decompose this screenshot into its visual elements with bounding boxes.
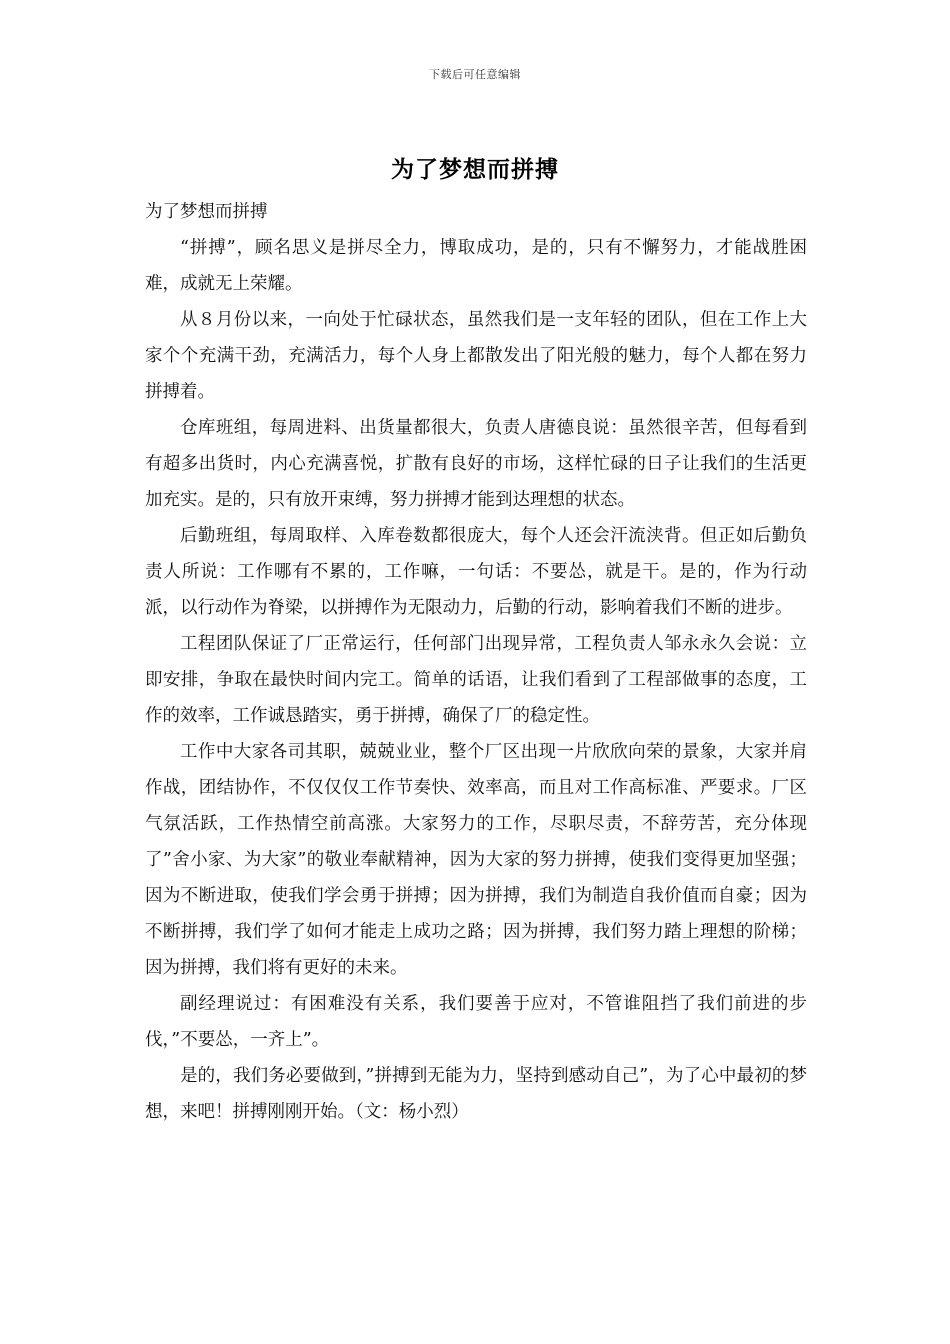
paragraph: 仓库班组，每周进料、出货量都很大，负责人唐德良说：虽然很辛苦，但每看到有超多出货时，内心充满喜悦，扩散有良好的市场，这样忙碌的日子让我们的生活更加充实。是的，只有放开束缚，努力拼搏才能到达理想的状态。 [145,418,807,510]
paragraph: 后勤班组，每周取样、入库卷数都很庞大，每个人还会汗流浃背。但正如后勤负责人所说：工作哪有不累的，工作嘛，一句话：不要怂，就是干。是的，作为行动派，以行动作为脊梁，以拼搏作为无限动力，后勤的行动，影响着我们不断的进步。 [145,526,807,618]
paragraph: “拼搏”，顾名思义是拼尽全力，博取成功，是的，只有不懈努力，才能战胜困难，成就无上荣耀。 [145,238,807,294]
document-body [145,194,807,1130]
paragraph: 副经理说过：有困难没有关系，我们要善于应对，不管谁阻挡了我们前进的步伐，”不要怂，一齐上”。 [145,994,807,1050]
document-title: 为了梦想而拼搏 [391,156,559,183]
paragraph: 是的，我们务必要做到，”拼搏到无能为力，坚持到感动自己”，为了心中最初的梦想，来吧！拼搏刚刚开始。（文：杨小烈） [145,1066,807,1122]
paragraph: 工程团队保证了厂正常运行，任何部门出现异常，工程负责人邹永永久会说：立即安排，争取在最快时间内完工。简单的话语，让我们看到了工程部做事的态度，工作的效率，工作诚恳踏实，勇于拼搏，确保了厂的稳定性。 [145,634,807,726]
page-header-note: 下载后可任意编辑 [429,68,521,81]
paragraph: 从８月份以来，一向处于忙碌状态，虽然我们是一支年轻的团队，但在工作上大家个个充满干劲，充满活力，每个人身上都散发出了阳光般的魅力，每个人都在努力拼搏着。 [145,310,807,402]
document-subtitle: 为了梦想而拼搏 [145,202,268,222]
paragraph: 工作中大家各司其职，兢兢业业，整个厂区出现一片欣欣向荣的景象，大家并肩作战，团结协作，不仅仅仅工作节奏快、效率高，而且对工作高标准、严要求。厂区气氛活跃，工作热情空前高涨。大家努力的工作，尽职尽责，不辞劳苦，充分体现了”舍小家、为大家”的敬业奉献精神，因为大家的努力拼搏，使我们变得更加坚强；因为不断进取，使我们学会勇于拼搏；因为拼搏，我们为制造自我价值而自豪；因为不断拼搏，我们学了如何才能走上成功之路；因为拼搏，我们努力踏上理想的阶梯；因为拼搏，我们将有更好的未来。 [145,742,807,978]
